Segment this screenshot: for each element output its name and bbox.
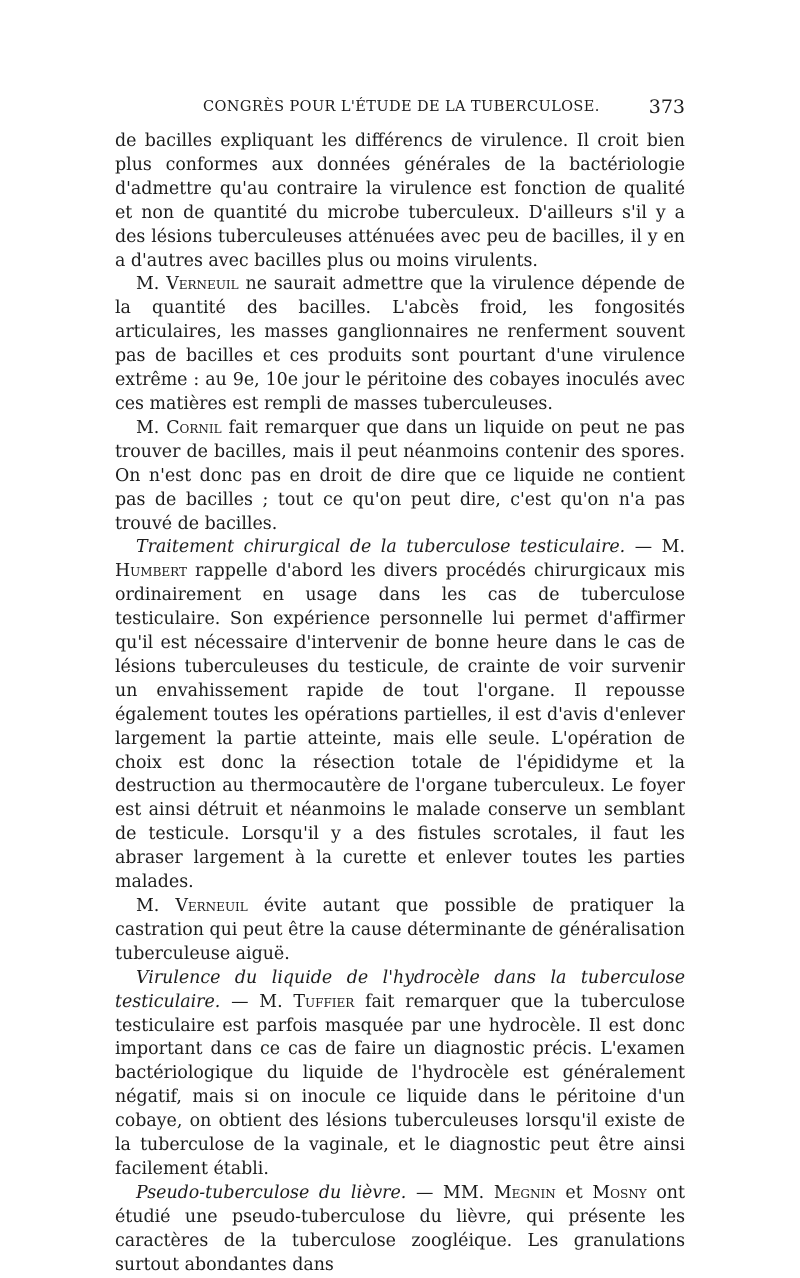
text-run: ne saurait admettre que la virulence dépende de la quantité des bacilles. L'abcès froid, les fongosités articulaires, les masses ganglionnaires ne renferment souvent pas de bacilles et ces produits sont pourtant d'une virulence extrême : au 9e, 10e jour le péritoine des cobayes inoculés avec ces matières est rempli de masses tuberculeuses. [115,274,685,414]
text-run: évite autant que possible de pratiquer la castration qui peut être la cause déterminante de généralisation tuberculeuse aiguë. [115,896,685,964]
text-run: — M. [220,991,294,1012]
text-run: ont étudié une pseudo-tuberculose du lièvre, qui présente les caractères de la tuberculose zoogléique. Les granulations surtout abondantes dans [115,1182,685,1275]
page-header [115,96,685,127]
paragraph [115,273,685,416]
text-run: M. [136,896,176,916]
text-run: rappelle d'abord les divers procédés chirurgicaux mis ordinairement en usage dans les cas de tuberculose testiculaire. Son expérience personnelle lui permet d'affirmer qu'il est nécessaire d'intervenir de bonne heure dans le cas de lésions tuberculeuses du testicule, de crainte de voir survenir un envahissement rapide de tout l'organe. Il repousse également toutes les opérations partielles, il est d'avis d'enlever largement la partie atteinte, mais elle seule. L'opération de choix est donc la résection totale de l'épididyme et la destruction au thermocautère de l'organe tuberculeux. Le foyer est ainsi détruit et néanmoins le malade conserve un semblant de testicule. Lorsqu'il y a des fistules scrotales, il faut les abraser largement à la curette et enlever toutes les parties malades. [115,561,685,893]
page-number: 373 [648,96,685,118]
author-name: Verneuil [175,896,248,916]
text-run: et [555,1182,593,1203]
paragraph [115,417,685,537]
paragraph [115,1182,685,1278]
author-name: Tuffier [293,991,355,1012]
section-title: Pseudo-tuberculose du lièvre. [136,1182,407,1203]
text-run: M. [136,274,167,295]
text-run: fait remarquer que dans un liquide on peut ne pas trouver de bacilles, mais il peut néanmoins contenir des spores. On n'est donc pas en droit de dire que ce liquide ne contient pas de bacilles ; tout ce qu'on peut dire, c'est qu'on n'a pas trouvé de bacilles. [115,417,685,534]
text-run: de bacilles expliquant les différencs de virulence. Il croit bien plus conformes aux données générales de la bactériologie d'admettre qu'au contraire la virulence est fonction de qualité et non de quantité du microbe tuberculeux. D'ailleurs s'il y a des lésions tuberculeuses atténuées avec peu de bacilles, il y en a d'autres avec bacilles plus ou moins virulents. [115,131,685,271]
author-name: Cornil [166,417,222,438]
author-name: Mosny [592,1182,647,1203]
text-run: fait remarquer que la tuberculose testiculaire est parfois masquée par une hydrocèle. Il est donc important dans ce cas de faire un diagnostic précis. L'examen bactériologique du liquide de l'hydrocèle est généralement négatif, mais si on inocule ce liquide dans le péritoine d'un cobaye, on obtient des lésions tuberculeuses lorsqu'il existe de la tuberculose de la vaginale, et le diagnostic peut être ainsi facilement établi. [115,991,685,1179]
paragraph [115,967,685,1182]
text-run: — MM. [406,1182,494,1203]
section-title: Traitement chirurgical de la tuberculose testiculaire. [136,537,626,558]
running-title: CONGRÈS POUR L'ÉTUDE DE LA TUBERCULOSE. [203,99,600,115]
text-run: — M. [625,537,685,558]
author-name: Megnin [493,1182,556,1203]
paragraph [115,130,685,273]
author-name: Humbert [115,561,187,582]
text-run: M. [136,417,167,438]
paragraph [115,536,685,895]
paragraph [115,895,685,967]
section-title: Virulence du liquide de l'hydrocèle dans la tuberculose testiculaire. [115,967,685,1012]
body-text [115,130,685,1278]
author-name: Verneuil [166,274,239,295]
